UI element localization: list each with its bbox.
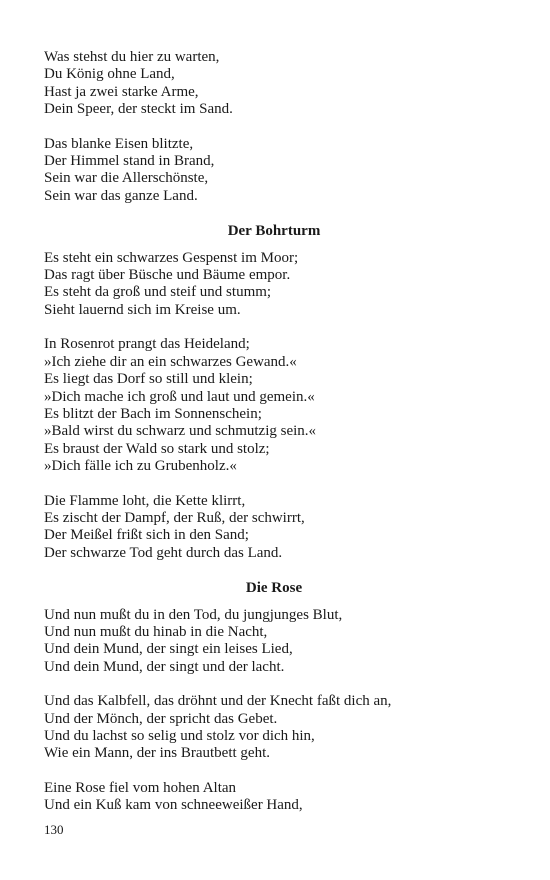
poem-section [44,223,504,562]
verse-line: Es steht ein schwarzes Gespenst im Moor; [44,249,299,266]
poem-content [44,49,504,832]
verse-line: Das ragt über Büsche und Bäume empor. [44,267,291,284]
verse-line: In Rosenrot prangt das Heideland; [44,336,250,353]
verse-line: »Dich fälle ich zu Grubenholz.« [44,458,237,475]
verse-line: Es steht da groß und steif und stumm; [44,284,272,301]
verse-line: Und du lachst so selig und stolz vor dich hin, [44,728,315,744]
poem-section [44,49,504,205]
verse-line: Das blanke Eisen blitzte, [44,135,194,152]
verse-line: Wie ein Mann, der ins Brautbett geht. [44,745,271,762]
verse-line: »Dich mache ich groß und laut und gemein.« [44,388,315,405]
verse-line: Und das Kalbfell, das dröhnt und der Knecht faßt dich an, [44,693,392,710]
verse-line: Und der Mönch, der spricht das Gebet. [44,710,278,727]
verse-line: Und ein Kuß kam von schneeweißer Hand, [44,797,303,814]
verse-line: Und nun mußt du in den Tod, du jungjunges Blut, [44,606,343,623]
stanza [44,607,504,677]
verse-line: »Ich ziehe dir an ein schwarzes Gewand.« [44,353,297,370]
verse-line: Es zischt der Dampf, der Ruß, der schwirrt, [44,509,305,526]
verse-line: Was stehst du hier zu warten, [44,49,220,65]
verse-line: Du König ohne Land, [44,66,175,83]
verse-line: Und nun mußt du hinab in die Nacht, [44,623,268,640]
verse-line: Der Himmel stand in Brand, [44,153,215,170]
stanza [44,780,504,815]
stanza [44,250,504,320]
verse-line: Die Flamme loht, die Kette klirrt, [44,492,246,509]
verse-line: Sein war das ganze Land. [44,187,198,204]
verse-line: Es liegt das Dorf so still und klein; [44,371,253,388]
verse-line: Hast ja zwei starke Arme, [44,83,199,100]
poem-title: Der Bohrturm [227,223,321,240]
stanza [44,49,504,119]
verse-line: Der Meißel frißt sich in den Sand; [44,527,249,544]
stanza [44,336,504,475]
verse-line: Sein war die Allerschönste, [44,170,209,187]
verse-line: Sieht lauernd sich im Kreise um. [44,301,241,318]
verse-line: Der schwarze Tod geht durch das Land. [44,544,283,561]
stanza [44,136,504,206]
verse-line: Und dein Mund, der singt ein leises Lied, [44,641,293,658]
stanza [44,693,504,763]
verse-line: Dein Speer, der steckt im Sand. [44,101,233,118]
poem-section [44,580,504,814]
verse-line: Es blitzt der Bach im Sonnenschein; [44,405,262,422]
poem-title: Die Rose [245,580,303,597]
verse-line: Eine Rose fiel vom hohen Altan [44,779,237,796]
verse-line: Es braust der Wald so stark und stolz; [44,440,270,457]
verse-line: Und dein Mund, der singt und der lacht. [44,658,285,675]
stanza [44,493,504,563]
page-number: 130 [44,822,64,837]
verse-line: »Bald wirst du schwarz und schmutzig sein.« [44,423,317,440]
